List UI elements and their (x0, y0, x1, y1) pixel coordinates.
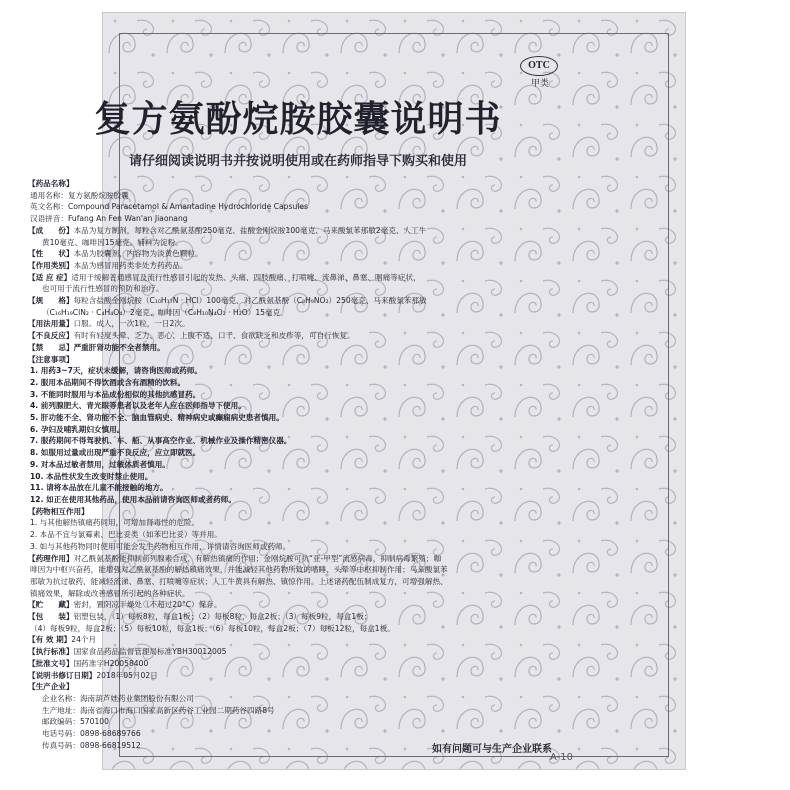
contact-note: 如有问题可与生产企业联系 (432, 744, 552, 755)
properties-text: 本品为胶囊剂，内容物为淡黄色颗粒。 (73, 249, 203, 259)
standard-label: 【执行标准】 (28, 647, 74, 657)
pharmacology-text-3: 那敏为抗过敏药，能减轻流涕、鼻塞、打喷嚏等症状；人工牛黄具有解热、镇惊作用。上述诸药配伍制成复方，可增强解热、 (30, 576, 448, 586)
section-standard (28, 646, 556, 658)
section-properties (28, 248, 556, 260)
precaution-item: 2. 服用本品期间不得饮酒或含有酒精的饮料。 (30, 377, 186, 387)
section-validity (28, 634, 556, 646)
section-spec (28, 295, 556, 307)
section-ingredients (28, 225, 556, 237)
section-package (28, 611, 556, 623)
precaution-item: 12. 如正在使用其他药品，使用本品前请咨询医师或者药师。 (30, 494, 236, 504)
precaution-item: 5. 肝功能不全、肾功能不全、脑血管病史、精神病史或癫痫病史患者慎用。 (30, 413, 284, 423)
revision-label: 【说明书修订日期】 (28, 670, 97, 680)
storage-text: 密封，置阴凉干燥处（不超过20°C）保存。 (73, 600, 222, 610)
precaution-item: 3. 不能同时服用与本品成份相似的其他抗感冒药。 (30, 389, 201, 399)
indications-label: 【适 应 症】 (28, 272, 72, 282)
generic-name: 通用名称：复方氨酚烷胺胶囊 (30, 190, 129, 200)
section-category (28, 260, 556, 272)
interaction-item: 1. 与其他解热镇痛药同用，可增加肾毒性的危险。 (30, 518, 200, 528)
pinyin-name: 汉语拼音：Fufang An Fen Wan'an Jiaonang (30, 214, 188, 224)
pharmacology-text-2: 啡因为中枢兴奋药，能增强对乙酰氨基酚的解热镇痛效果，并能减轻其他药物所致的嗜睡、头晕等中枢抑制作用；马来酸氯苯 (30, 565, 448, 575)
interaction-item: 2. 本品不宜与氯霉素、巴比妥类（如苯巴比妥）等并用。 (30, 530, 222, 540)
precaution-item: 7. 服药期间不得驾驶机、车、船、从事高空作业、机械作业及操作精密仪器。 (30, 436, 292, 446)
validity-text: 24个月 (71, 635, 97, 645)
package-text-2: （4）每板9粒，每盒2板；（5）每板10粒，每盒1板；（6）每板10粒，每盒2板；（7）每板12粒，每盒1板。 (30, 623, 395, 633)
standard-text: 国家食品药品监督管理局标准YBH30012005 (73, 647, 227, 657)
section-pharmacology (28, 553, 556, 565)
manufacturer-phone: 电话号码：0898-68689766 (42, 729, 141, 739)
manufacturer-address: 生产地址：海南省海口市海口国家高新区药谷工业园二期药谷四路8号 (42, 705, 275, 715)
ingredients-text-2: 黄10毫克、咖啡因15毫克。辅料为淀粉。 (42, 237, 183, 247)
spec-text-2: （C₁₆H₁₉ClN₂ · C₄H₄O₄）2毫克、咖啡因（C₈H₁₀N₄O₂ · H₂O）15毫克。 (42, 307, 288, 317)
section-drug-name-header: 【药品名称】 (28, 179, 74, 188)
spec-label: 【规 格】 (28, 296, 74, 306)
approval-label: 【批准文号】 (28, 658, 74, 668)
precaution-item: 10. 本品性状发生改变时禁止使用。 (30, 471, 153, 481)
precaution-item: 11. 请将本品放在儿童不能接触的地方。 (30, 483, 168, 493)
pharmacology-label: 【药理作用】 (28, 553, 74, 563)
precaution-item: 9. 对本品过敏者禁用，过敏体质者慎用。 (30, 459, 170, 469)
manufacturer-name: 企业名称：海南葫芦娃药业集团股份有限公司 (42, 693, 194, 703)
english-name: 英文名称：Compound Paracetamol & Amantadine Hydrochloride Capsules (30, 202, 308, 212)
document-subtitle: 请仔细阅读说明书并按说明使用或在药师指导下购买和使用 (128, 154, 467, 169)
indications-text-1: 适用于缓解普通感冒及流行性感冒引起的发热、头痛、四肢酸痛、打喷嚏、流鼻涕、鼻塞、咽痛等症状， (71, 272, 421, 282)
approval-text: 国药准字H20058400 (73, 658, 149, 668)
category-label: 【作用类别】 (28, 260, 74, 270)
section-usage (28, 318, 556, 330)
section-adverse (28, 330, 556, 342)
section-manufacturer-header: 【生产企业】 (28, 682, 74, 692)
section-contraindications (28, 342, 556, 354)
precaution-item: 1. 用药3~7天，症状未缓解，请咨询医师或药师。 (30, 366, 203, 376)
usage-text: 口服。成人，一次1粒，一日2次。 (73, 319, 190, 329)
ingredients-text-1: 本品为复方制剂，每粒含对乙酰氨基酚250毫克、盐酸金刚烷胺100毫克、马来酸氯苯那敏2毫克、人工牛 (73, 225, 427, 235)
adverse-text: 有时有轻度头晕、乏力、恶心、上腹不适、口干、食欲缺乏和皮疹等，可自行恢复。 (73, 331, 355, 341)
validity-label: 【有 效 期】 (28, 635, 72, 645)
section-storage (28, 599, 556, 611)
package-text-1: 铝塑包装，（1）每板8粒，每盒1板；（2）每板8粒，每盒2板；（3）每板9粒，每盒1板； (73, 612, 372, 622)
ingredients-label: 【成 份】 (28, 225, 74, 235)
otc-badge: OTC (520, 56, 558, 76)
manufacturer-postcode: 邮政编码：570100 (42, 717, 109, 727)
pharmacology-text-1: 对乙酰氨基酚能抑制前列腺素合成，有解热镇痛的作用；金刚烷胺可抗“亚-甲型”流感病毒，抑制病毒繁殖；咖 (73, 553, 442, 563)
manufacturer-fax: 传真号码：0898-66819512 (42, 740, 141, 750)
indications-text-2: 也可用于流行性感冒的预防和治疗。 (42, 284, 164, 294)
contra-label: 【禁 忌】 (28, 342, 74, 352)
section-precautions-header: 【注意事项】 (28, 354, 74, 364)
pharmacology-text-4: 镇痛效果，解除或改善感冒所引起的各种症状。 (30, 588, 190, 598)
properties-label: 【性 状】 (28, 249, 74, 259)
section-revision (28, 670, 556, 682)
adverse-label: 【不良反应】 (28, 331, 74, 341)
spec-text-1: 每粒含盐酸金刚烷胺（C₁₀H₁₇N · HCl）100毫克、对乙酰氨基酚（C₈H₉NO₂）250毫克、马来酸氯苯那敏 (73, 296, 427, 306)
contra-text: 严重肝肾功能不全者禁用。 (73, 342, 165, 352)
leaflet-content (28, 178, 556, 751)
otc-class-label: 甲类 (530, 79, 549, 89)
section-approval (28, 658, 556, 670)
category-text: 本品为感冒用药类非处方药药品。 (73, 260, 188, 270)
section-interactions-header: 【药物相互作用】 (28, 506, 89, 516)
usage-label: 【用法用量】 (28, 319, 74, 329)
interaction-item: 3. 如与其他药物同时使用可能会发生药物相互作用，详情请咨询医师或药师。 (30, 541, 291, 551)
package-label: 【包 装】 (28, 612, 74, 622)
storage-label: 【贮 藏】 (28, 600, 74, 610)
section-indications (28, 272, 556, 284)
document-code: A-10 (550, 752, 573, 763)
document-title: 复方氨酚烷胺胶囊说明书 (94, 99, 502, 140)
precaution-item: 8. 如服用过量或出现严重不良反应，应立即就医。 (30, 448, 201, 458)
precaution-item: 6. 孕妇及哺乳期妇女慎用。 (30, 424, 125, 434)
precaution-item: 4. 前列腺肥大、青光眼等患者以及老年人应在医师指导下使用。 (30, 401, 246, 411)
revision-text: 2018年05月02日 (96, 670, 158, 680)
